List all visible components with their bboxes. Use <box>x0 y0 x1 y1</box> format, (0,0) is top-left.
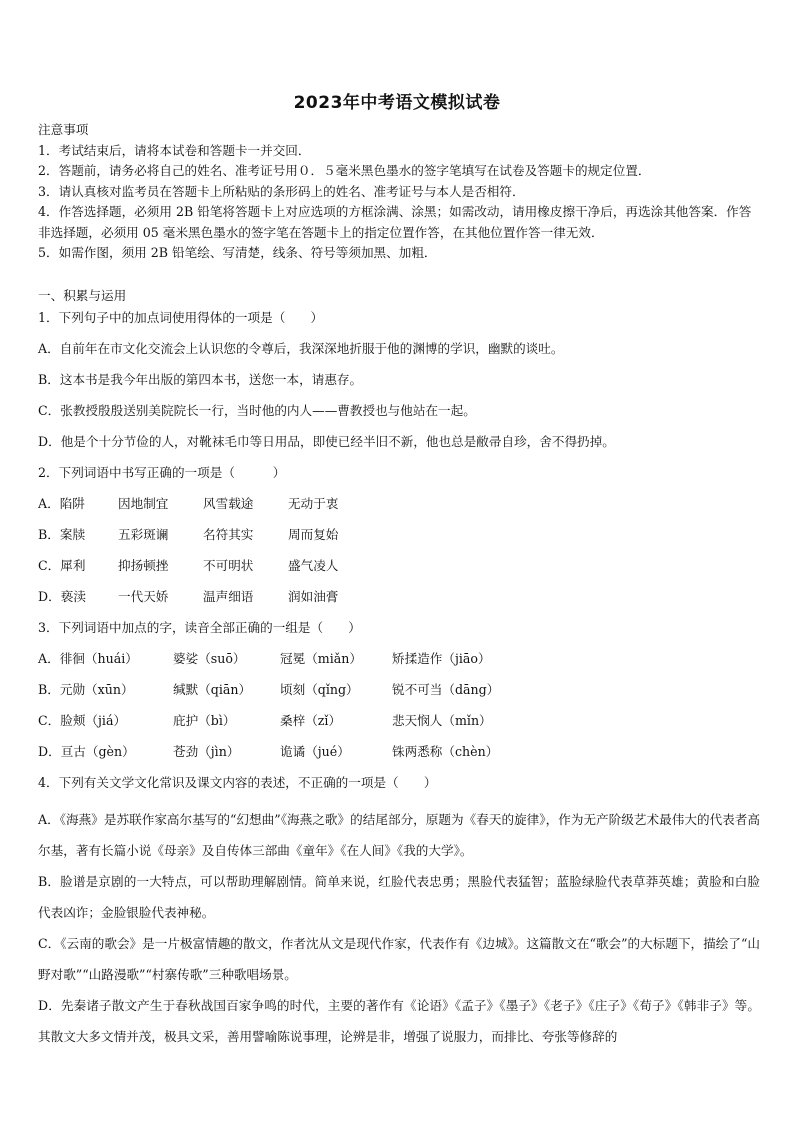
section-1 <box>38 286 760 1052</box>
answer-option: D．他是个十分节俭的人，对靴袜毛巾等日用品，即使已经半旧不新，他也总是敝帚自珍，舍不得扔掉。 <box>38 434 615 449</box>
option-word: 周而复始 <box>288 527 339 542</box>
option-word: 抑扬顿挫 <box>118 558 169 573</box>
option-word: 不可明状 <box>203 558 254 573</box>
answer-option <box>38 587 760 618</box>
option-label: C．脸颊（jiá） <box>38 713 127 728</box>
option-word: 悲天悯人（mǐn） <box>392 713 492 728</box>
option-word: 顷刻（qǐng） <box>280 682 359 697</box>
notes-section <box>38 120 760 264</box>
option-word: 风雪载途 <box>203 496 254 511</box>
answer-option: C．张教授殷殷送别美院院长一行，当时他的内人——曹教授也与他站在一起。 <box>38 403 476 418</box>
option-word: 桑梓（zǐ） <box>280 713 342 728</box>
question-stem: 4．下列有关文学文化常识及课文内容的表述，不正确的一项是（ ） <box>38 775 437 790</box>
option-word: 锐不可当（dāng） <box>392 682 500 697</box>
option-word: 盛气凌人 <box>288 558 339 573</box>
option-word: 矫揉造作（jiāo） <box>392 651 491 666</box>
option-word: 无动于衷 <box>288 496 339 511</box>
answer-option <box>38 556 760 587</box>
page-title: 2023年中考语文模拟试卷 <box>293 93 501 113</box>
question-stem: 3．下列词语中加点的字，读音全部正确的一组是（ ） <box>38 620 361 635</box>
option-label: C．犀利 <box>38 558 86 573</box>
option-word: 铢两悉称（chèn） <box>392 744 499 759</box>
notes-item: 2．答题前，请务必将自己的姓名、准考证号用０．５毫米黑色墨水的签字笔填写在试卷及答题卡的规定位置． <box>38 163 651 178</box>
answer-option: C．《云南的歌会》是一片极富情趣的散文，作者沈从文是现代作家，代表作有《边城》。这篇散文在“歌会”的大标题下，描绘了“山野对歌”“山路漫歌”“村寨传歌”三种歌唱场景。 <box>38 936 760 982</box>
answer-option <box>38 649 760 680</box>
option-word: 温声细语 <box>203 589 254 604</box>
option-word: 润如油膏 <box>288 589 339 604</box>
answer-option: D．先秦诸子散文产生于春秋战国百家争鸣的时代，主要的著作有《论语》《孟子》《墨子》《老子》《庄子》《荀子》《韩非子》等。其散文大多文情并茂，极具文采，善用譬喻陈说事理，论辨是非，增强了说服力，而排比、夸张等修辞的 <box>38 998 760 1044</box>
option-label: B．元勋（xūn） <box>38 682 134 697</box>
option-word: 婆娑（suō） <box>173 651 246 666</box>
answer-option: A．《海燕》是苏联作家高尔基写的“幻想曲”《海燕之歌》的结尾部分，原题为《春天的旋律》，作为无产阶级艺术最伟大的代表者高尔基，著有长篇小说《母亲》及自传体三部曲《童年》《在人间》《我的大学》。 <box>38 812 760 858</box>
answer-option <box>38 711 760 742</box>
option-word: 名符其实 <box>203 527 254 542</box>
notes-item: 4．作答选择题，必须用 2B 铅笔将答题卡上对应选项的方框涂满、涂黑；如需改动，请用橡皮擦干净后，再选涂其他答案．作答非选择题，必须用 05 毫米黑色墨水的签字笔在答题卡上的指定位置作答，在其他位置作答一律无效． <box>38 204 752 240</box>
option-label: D．亵渎 <box>38 589 86 604</box>
option-label: D．亘古（gèn） <box>38 744 135 759</box>
option-label: A．徘徊（huái） <box>38 651 138 666</box>
question-stem: 1．下列句子中的加点词使用得体的一项是（ ） <box>38 310 324 325</box>
option-label: B．案牍 <box>38 527 86 542</box>
question-stem: 2．下列词语中书写正确的一项是（ ） <box>38 465 286 480</box>
answer-option <box>38 742 760 773</box>
option-word: 五彩斑谰 <box>118 527 169 542</box>
option-word: 冠冕（miǎn） <box>280 651 362 666</box>
option-word: 缄默（qiān） <box>173 682 252 697</box>
option-word: 一代天娇 <box>118 589 169 604</box>
answer-option: A．自前年在市文化交流会上认识您的令尊后，我深深地折服于他的渊博的学识，幽默的谈吐。 <box>38 341 564 356</box>
notes-item: 3．请认真核对监考员在答题卡上所粘贴的条形码上的姓名、准考证号与本人是否相符． <box>38 183 525 199</box>
notes-item: 5．如需作图，须用 2B 铅笔绘、写清楚，线条、符号等须加黑、加粗． <box>38 245 437 260</box>
option-word: 诡谲（jué） <box>280 744 350 759</box>
section-heading: 一、积累与运用 <box>38 288 127 303</box>
notes-item: 1．考试结束后，请将本试卷和答题卡一并交回． <box>38 142 311 158</box>
option-word: 因地制宜 <box>118 496 169 511</box>
notes-heading: 注意事项 <box>38 122 89 137</box>
option-word: 庇护（bì） <box>173 713 236 728</box>
answer-option: B．脸谱是京剧的一大特点，可以帮助理解剧情。简单来说，红脸代表忠勇；黑脸代表猛智；蓝脸绿脸代表草莽英雄；黄脸和白脸代表凶诈；金脸银脸代表神秘。 <box>38 874 760 920</box>
option-label: A．陷阱 <box>38 496 85 511</box>
answer-option: B．这本书是我今年出版的第四本书，送您一本，请惠存。 <box>38 372 363 387</box>
answer-option <box>38 680 760 711</box>
answer-option <box>38 494 760 525</box>
answer-option <box>38 525 760 556</box>
option-word: 苍劲（jìn） <box>173 744 240 759</box>
